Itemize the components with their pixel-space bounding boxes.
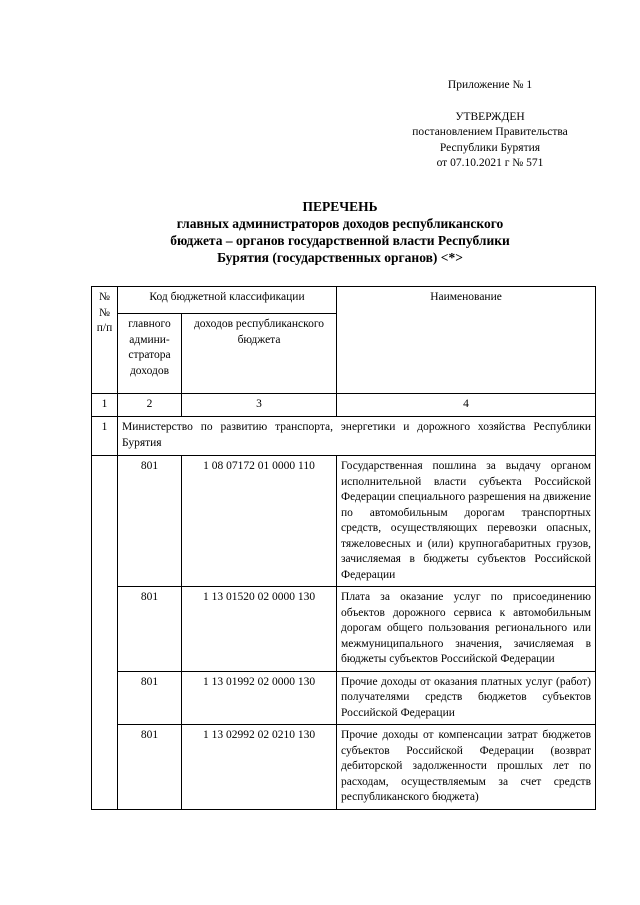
row-name: Прочие доходы от компенсации затрат бюджетов субъектов Российской Федерации (возврат дебиторской задолженности прошлых лет по расходам, осуществляемым за счет средств республиканского бюджета) [337, 725, 596, 810]
col-number: 4 [337, 394, 596, 417]
document-title [90, 198, 590, 266]
header-income: доходов республиканского бюджета [182, 314, 337, 394]
row-admin-code: 801 [118, 456, 182, 587]
header-code-group: Код бюджетной классификации [118, 287, 337, 314]
approved-line-3: от 07.10.2021 г № 571 [436, 157, 544, 169]
title-line-1: ПЕРЕЧЕНЬ [302, 199, 378, 214]
approval-block [390, 78, 590, 172]
row-admin-code: 801 [118, 671, 182, 725]
header-row-1 [92, 287, 596, 314]
row-budget-code: 1 13 01520 02 0000 130 [182, 587, 337, 672]
col-number: 2 [118, 394, 182, 417]
header-num: № № п/п [92, 287, 118, 394]
approved-label: УТВЕРЖДЕН [455, 110, 525, 123]
approved-line-1: постановлением Правительства [412, 126, 568, 138]
table-row [92, 456, 596, 587]
empty-num-cell [92, 456, 118, 810]
table-row [92, 671, 596, 725]
row-budget-code: 1 08 07172 01 0000 110 [182, 456, 337, 587]
row-name: Плата за оказание услуг по присоединению объектов дорожного сервиса к автомобильным дорогам общего пользования регионального или межмуниципального значения, зачисляемая в бюджеты субъектов Российской Федерации [337, 587, 596, 672]
row-admin-code: 801 [118, 587, 182, 672]
column-numbers-row [92, 394, 596, 417]
col-number: 3 [182, 394, 337, 417]
section-title: Министерство по развитию транспорта, энергетики и дорожного хозяйства Республики Бурятия [118, 417, 596, 456]
revenue-administrators-table [91, 286, 596, 810]
col-number: 1 [92, 394, 118, 417]
table-row [92, 587, 596, 672]
title-line-4: Бурятия (государственных органов) <*> [217, 250, 463, 265]
appendix-label: Приложение № 1 [447, 79, 533, 91]
header-admin: главного админи-стратора доходов [118, 314, 182, 394]
row-budget-code: 1 13 02992 02 0210 130 [182, 725, 337, 810]
table-row [92, 725, 596, 810]
section-row [92, 417, 596, 456]
row-name: Прочие доходы от оказания платных услуг (работ) получателями средств бюджетов субъектов Российской Федерации [337, 671, 596, 725]
row-admin-code: 801 [118, 725, 182, 810]
row-name: Государственная пошлина за выдачу органом исполнительной власти субъекта Российской Федерации специального разрешения на движение по автомобильным дорогам транспортных средств, осуществляющих перевозки опасных, тяжеловесных и (или) крупногабаритных грузов, зачисляемая в бюджеты субъектов Российской Федерации [337, 456, 596, 587]
title-line-2: главных администраторов доходов республиканского [176, 216, 504, 231]
header-name: Наименование [337, 287, 596, 394]
section-num: 1 [92, 417, 118, 456]
row-budget-code: 1 13 01992 02 0000 130 [182, 671, 337, 725]
title-line-3: бюджета – органов государственной власти Республики [170, 233, 510, 248]
approved-line-2: Республики Бурятия [439, 141, 541, 154]
